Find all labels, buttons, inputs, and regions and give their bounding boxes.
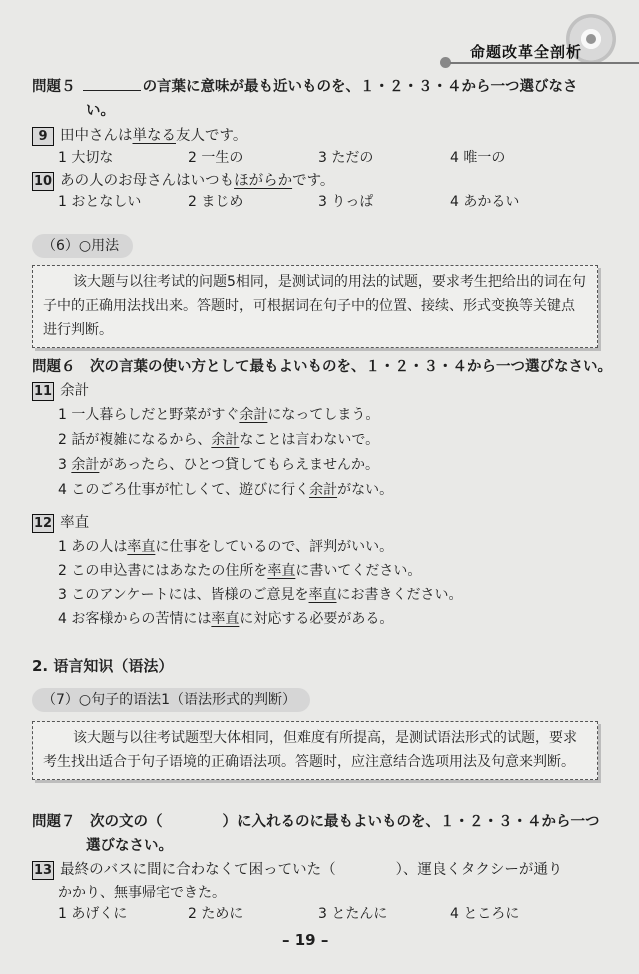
underlined-word: 余計 <box>309 482 338 498</box>
option[interactable] <box>58 405 379 425</box>
question-9 <box>32 126 247 146</box>
stem-text: ）、運良くタクシーが通り <box>395 862 563 878</box>
option[interactable]: 2 一生の <box>188 150 244 166</box>
option-text: に書いてください。 <box>295 563 422 579</box>
option-text: 3 <box>58 457 72 473</box>
option-text: 1 あの人は <box>58 539 128 555</box>
target-word: 余計 <box>60 383 90 399</box>
option[interactable]: 1 おとなしい <box>58 194 142 210</box>
option-text: に対応する必要がある。 <box>239 611 394 627</box>
question-12 <box>32 513 89 533</box>
question-number: 9 <box>32 127 54 146</box>
underlined-word: 余計 <box>239 407 268 423</box>
option-text: なことは言わないで。 <box>239 432 380 448</box>
underlined-word: 率直 <box>211 611 240 627</box>
question-number: 13 <box>34 862 53 878</box>
option-text: 2 話が複雑になるから、 <box>58 432 212 448</box>
q9-options <box>58 148 505 168</box>
section-7-note: 该大题与以往考试题型大体相同，但难度有所提高，是测试语法形式的试题，要求考生找出适合于句子语境的正确语法项。答题时，应注意结合选项用法及句意来判断。 <box>32 721 598 780</box>
option[interactable] <box>58 480 393 500</box>
underlined-word: 余計 <box>71 457 100 473</box>
option[interactable]: 2 まじめ <box>188 194 244 210</box>
question-5-title <box>32 76 578 98</box>
running-header: 命题改革全剖析 <box>470 43 583 61</box>
target-word: 率直 <box>60 515 90 531</box>
option-text: に仕事をしているので、評判がいい。 <box>155 539 394 555</box>
stem-text: 最終のバスに間に合わなくて困っていた（ <box>60 862 336 878</box>
option[interactable]: 3 りっぱ <box>318 194 374 210</box>
underlined-word: 余計 <box>211 432 240 448</box>
q13-options <box>58 904 519 924</box>
question-number: 11 <box>34 383 53 399</box>
underlined-word: 率直 <box>267 563 296 579</box>
section-7-tag: （7）○句子的语法1（语法形式的判断） <box>32 688 310 712</box>
q7-instruction: ）に入れるのに最もよいものを、１・２・３・４から一つ <box>222 814 600 830</box>
option[interactable] <box>58 455 379 475</box>
q5-instruction-end: い。 <box>86 103 115 119</box>
option[interactable] <box>58 537 393 557</box>
option[interactable]: 1 大切な <box>58 150 114 166</box>
stem-text: あの人のお母さんはいつも <box>60 173 235 189</box>
question-number: 12 <box>34 515 53 531</box>
option[interactable] <box>58 430 379 450</box>
option[interactable] <box>58 561 421 581</box>
stem-text: 田中さんは <box>60 128 133 144</box>
underlined-word: 単なる <box>132 128 176 144</box>
question-11 <box>32 381 89 401</box>
underlined-word: 率直 <box>308 587 337 603</box>
question-10 <box>32 171 334 191</box>
q7-label: 問題７ 次の文の（ <box>32 814 163 830</box>
q7-instruction-end: 選びなさい。 <box>86 838 173 854</box>
section-6-note: 该大题与以往考试的问题5相同，是测试词的用法的试题，要求考生把给出的词在句子中的正确用法找出来。答题时，可根据词在句子中的位置、接续、形式变换等关键点进行判断。 <box>32 265 598 348</box>
option-text: 1 一人暮らしだと野菜がすぐ <box>58 407 240 423</box>
option[interactable]: 3 とたんに <box>318 906 388 922</box>
option[interactable]: 4 あかるい <box>450 194 520 210</box>
option[interactable]: 3 ただの <box>318 150 374 166</box>
option-text: があったら、ひとつ貸してもらえませんか。 <box>99 457 379 473</box>
q5-instruction: の言葉に意味が最も近いものを、１・２・３・４から一つ選びなさ <box>142 79 578 95</box>
section-6-tag: （6）○用法 <box>32 234 133 258</box>
option[interactable] <box>58 585 463 605</box>
option[interactable]: 4 ところに <box>450 906 520 922</box>
option-text: 3 このアンケートには、皆様のご意見を <box>58 587 309 603</box>
option-text: 4 お客様からの苦情には <box>58 611 212 627</box>
question-5-title-cont <box>86 100 115 122</box>
option[interactable]: 4 唯一の <box>450 150 506 166</box>
question-6-title: 問題６ 次の言葉の使い方として最もよいものを、１・２・３・４から一つ選びなさい。 <box>32 359 612 375</box>
answer-blank <box>83 76 141 91</box>
option-text: 4 このごろ仕事が忙しくて、遊びに行く <box>58 482 310 498</box>
stem-text: かかり、無事帰宅できた。 <box>58 885 226 901</box>
question-number: 10 <box>34 173 53 189</box>
stem-text: です。 <box>292 173 335 189</box>
underlined-word: ほがらか <box>234 173 293 189</box>
q5-label: 問題５ <box>32 79 76 95</box>
option[interactable] <box>58 609 393 629</box>
option[interactable]: 1 あげくに <box>58 906 128 922</box>
section-2-heading: 2. 语言知识（语法） <box>32 657 174 675</box>
option-text: がない。 <box>337 482 394 498</box>
page-number: – 19 – <box>282 931 329 949</box>
question-7-title-cont <box>86 835 173 857</box>
question-13 <box>32 860 562 880</box>
stem-text: 友人です。 <box>176 128 248 144</box>
question-7-title <box>32 811 600 833</box>
option-text: にお書きください。 <box>336 587 463 603</box>
q10-options <box>58 192 519 212</box>
option[interactable]: 2 ために <box>188 906 244 922</box>
option-text: になってしまう。 <box>267 407 380 423</box>
header-rule <box>450 62 639 64</box>
option-text: 2 この申込書にはあなたの住所を <box>58 563 268 579</box>
underlined-word: 率直 <box>127 539 156 555</box>
